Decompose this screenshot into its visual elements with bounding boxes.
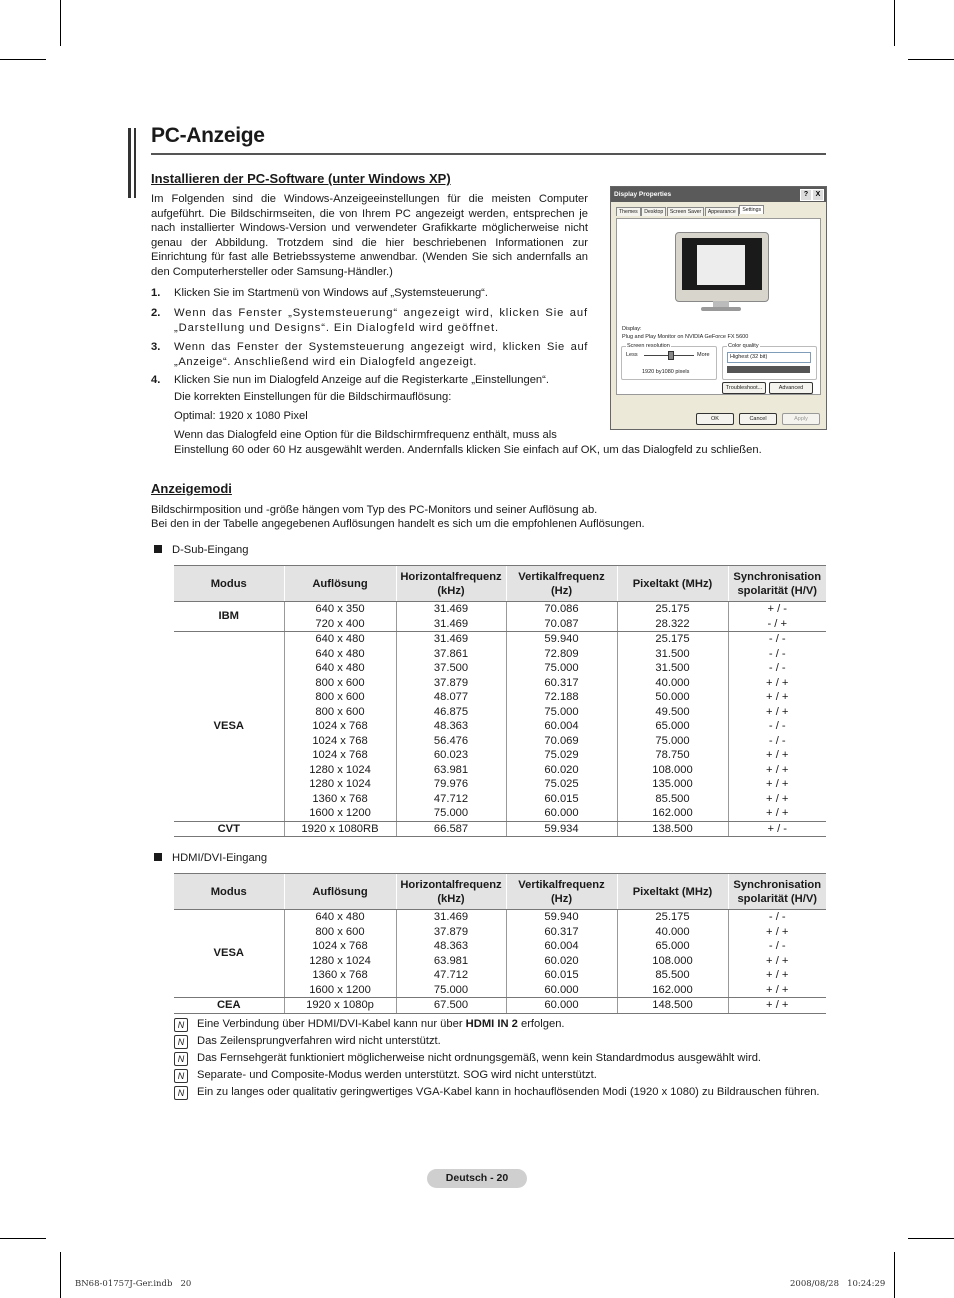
cell-value: 75.000 [433, 983, 469, 996]
help-icon[interactable]: ? [800, 189, 812, 201]
ok-button[interactable]: OK [696, 413, 734, 425]
cell-value: 37.879 [433, 925, 469, 938]
step-item [151, 373, 588, 388]
cell-value: - / - [768, 647, 786, 660]
table-row [174, 910, 826, 998]
cell-value: 75.025 [544, 778, 579, 790]
cell-value: 75.000 [655, 734, 690, 747]
col-header: Pixeltakt (MHz) [617, 566, 728, 602]
step-text: Wenn das Fenster der Systemsteuerung angezeigt wird, klicken Sie auf „Anzeige“. Anschließend wird ein Dialogfeld angezeigt. [174, 341, 588, 368]
more-label: More [697, 352, 710, 358]
cell-value: 800 x 600 [315, 705, 365, 718]
cell-value: 1280 x 1024 [309, 954, 371, 967]
monitor-base [701, 307, 741, 311]
dialog-tabs [616, 207, 763, 216]
value-cell [506, 632, 617, 822]
cell-value: 59.940 [544, 633, 579, 645]
table-header-row [174, 874, 826, 910]
col-header: Synchronisation spolarität (H/V) [728, 566, 826, 602]
cell-value: + / + [766, 691, 789, 703]
dialog-titlebar [611, 187, 826, 202]
cell-value: + / + [766, 749, 789, 761]
cell-value: 63.981 [433, 954, 469, 967]
col-header: Synchronisation spolarität (H/V) [728, 874, 826, 910]
col-header: Horizontalfrequenz (kHz) [396, 874, 506, 910]
cell-value: 640 x 480 [315, 911, 365, 923]
cell-value: 60.015 [544, 792, 579, 805]
notes-list [174, 1017, 826, 1102]
value-cell [284, 998, 396, 1014]
col-header: Vertikalfrequenz (Hz) [506, 566, 617, 602]
note-text: Eine Verbindung über HDMI/DVI-Kabel kann nur über [197, 1018, 466, 1030]
note-text: Das Fernsehgerät funktioniert möglicherweise nicht ordnungsgemäß, wenn kein Standardmodus ausgewählt wird. [197, 1052, 762, 1064]
step-number: 2. [151, 307, 161, 319]
cell-value: - / - [768, 734, 786, 747]
cell-value: 720 x 400 [315, 617, 365, 630]
value-cell [728, 998, 826, 1014]
table-row [174, 998, 826, 1014]
modes-line-2: Bei den in der Tabelle angegebenen Auflösungen handelt es sich um die empfohlenen Auflösungen. [151, 518, 645, 530]
step-item [151, 286, 588, 301]
cell-value: 37.879 [433, 676, 469, 689]
cell-value: 60.020 [544, 954, 579, 967]
hdmi-modes-table [174, 873, 826, 1014]
cell-value: 25.175 [655, 633, 690, 645]
cell-value: 1600 x 1200 [309, 807, 371, 819]
cell-value: + / + [766, 983, 789, 996]
step-item [151, 340, 588, 369]
cell-value: 85.500 [655, 969, 690, 981]
step-number: 3. [151, 341, 161, 353]
note-icon: N [174, 1018, 188, 1032]
cell-value: 31.469 [433, 911, 469, 923]
section-heading-modes: Anzeigemodi [151, 481, 232, 496]
cell-value: 65.000 [655, 720, 690, 732]
cell-value: 108.000 [652, 763, 693, 776]
step-item [151, 306, 588, 335]
mode-cell: VESA [174, 632, 284, 822]
color-quality-label: Color quality [728, 343, 759, 349]
value-cell [284, 602, 396, 632]
step-text: Klicken Sie nun im Dialogfeld Anzeige auf die Registerkarte „Einstellungen“. [174, 374, 549, 386]
value-cell [617, 998, 728, 1014]
advanced-button[interactable]: Advanced [769, 382, 813, 394]
cell-value: 60.020 [544, 763, 579, 776]
cell-value: 46.875 [433, 705, 469, 718]
cell-value: 1280 x 1024 [309, 763, 371, 776]
note-icon: N [174, 1086, 188, 1100]
cell-value: 1600 x 1200 [309, 983, 371, 996]
cell-value: 56.476 [433, 734, 469, 747]
note-item [174, 1051, 826, 1066]
color-quality-select[interactable]: Highest (32 bit) [727, 352, 811, 363]
value-cell [506, 602, 617, 632]
hdmi-label [154, 852, 267, 864]
col-header: Vertikalfrequenz (Hz) [506, 874, 617, 910]
cell-value: 75.000 [433, 807, 469, 819]
cell-value: 63.981 [433, 763, 469, 776]
cell-value: 50.000 [655, 691, 690, 703]
cell-value: + / - [767, 822, 788, 835]
cell-value: 640 x 480 [315, 647, 365, 660]
crop-mark [908, 59, 954, 60]
cell-value: 47.712 [433, 969, 469, 981]
step-number: 4. [151, 374, 161, 386]
cell-value: 40.000 [655, 925, 690, 938]
cell-value: 79.976 [433, 778, 469, 790]
intro-paragraph: Im Folgenden sind die Windows-Anzeigeeinstellungen für die meisten Computer aufgeführt. Die Bildschirmseiten, die von Ihrem PC angezeigt werden, entsprechen je nach installierter Windows-Version und verwendeter Grafikkarte möglicherweise nicht genau der Abbildung. Trotzdem sind die hier beschriebenen Informationen zur Einrichtung für fast alle Betriebssysteme anwendbar. (Wenden Sie sich andernfalls an den Computerhersteller oder Samsung-Händler.) [151, 193, 588, 278]
mode-cell: VESA [174, 910, 284, 998]
cell-value: + / + [766, 925, 789, 938]
value-cell [396, 910, 506, 998]
cell-value: 31.500 [655, 662, 690, 674]
cell-value: 65.000 [655, 940, 690, 952]
tab-themes[interactable]: Themes [616, 207, 641, 216]
square-bullet-icon [154, 545, 162, 553]
value-cell [396, 821, 506, 837]
tab-appearance[interactable]: Appearance [705, 207, 739, 216]
cell-value: 1360 x 768 [312, 792, 368, 805]
cell-value: + / + [766, 792, 789, 805]
cell-value: 48.363 [433, 940, 469, 952]
cell-value: - / - [768, 633, 786, 645]
cell-value: 28.322 [655, 617, 690, 630]
cell-value: + / - [767, 603, 788, 615]
cell-value: 48.363 [433, 720, 469, 732]
dsub-table-body [174, 602, 826, 837]
resolution-group-label: Screen resolution [627, 343, 670, 349]
page-title: PC-Anzeige [151, 124, 265, 147]
cell-value: 162.000 [652, 807, 693, 819]
resolution-slider-thumb[interactable] [668, 351, 674, 360]
cell-value: + / + [766, 705, 789, 718]
value-cell [506, 821, 617, 837]
col-header: Pixeltakt (MHz) [617, 874, 728, 910]
note-icon: N [174, 1069, 188, 1083]
note-icon: N [174, 1052, 188, 1066]
mode-cell: CVT [174, 821, 284, 837]
table-row [174, 602, 826, 632]
footer-file-info: BN68-01757J-Ger.indb 20 [75, 1279, 192, 1289]
col-header: Modus [174, 874, 284, 910]
cell-value: + / + [766, 676, 789, 689]
value-cell [728, 821, 826, 837]
value-cell [284, 632, 396, 822]
crop-mark [908, 1238, 954, 1239]
cell-value: + / + [766, 999, 789, 1011]
step4-frequency-note-cont: Einstellung 60 oder 60 Hz ausgewählt werden. Andernfalls klicken Sie einfach auf OK, um das Dialogfeld zu schließen. [174, 444, 762, 456]
cell-value: 59.934 [544, 822, 579, 835]
cell-value: 70.087 [544, 617, 579, 630]
cell-value: 148.500 [652, 999, 693, 1011]
cell-value: 1280 x 1024 [309, 778, 371, 790]
cell-value: 60.015 [544, 969, 579, 981]
value-cell [506, 910, 617, 998]
close-icon[interactable]: X [812, 189, 824, 201]
value-cell [284, 821, 396, 837]
cell-value: 108.000 [652, 954, 693, 967]
cell-value: 25.175 [655, 911, 690, 923]
cell-value: 60.023 [433, 749, 469, 761]
cell-value: - / + [767, 617, 788, 630]
cell-value: 1360 x 768 [312, 969, 368, 981]
cell-value: 162.000 [652, 983, 693, 996]
resolution-value: 1920 by1080 pixels [642, 369, 690, 375]
cancel-button[interactable]: Cancel [739, 413, 777, 425]
value-cell [617, 602, 728, 632]
color-bar [727, 366, 810, 373]
cell-value: + / + [766, 778, 789, 790]
note-item [174, 1085, 826, 1100]
hdmi-table-body [174, 910, 826, 1014]
display-label: Display: [622, 326, 642, 332]
cell-value: 49.500 [655, 705, 690, 718]
value-cell [728, 910, 826, 998]
cell-value: 70.069 [544, 734, 579, 747]
value-cell [506, 998, 617, 1014]
step-number: 1. [151, 287, 161, 299]
dialog-title: Display Properties [614, 191, 672, 198]
display-value: Plug and Play Monitor on NVIDIA GeForce FX 5600 [622, 334, 749, 340]
display-properties-dialog [610, 186, 827, 430]
less-label: Less [626, 352, 638, 358]
table-row [174, 632, 826, 822]
cell-value: 31.469 [433, 633, 469, 645]
dsub-label-text: D-Sub-Eingang [172, 544, 249, 556]
cell-value: 135.000 [652, 778, 693, 790]
note-bold: HDMI IN 2 [465, 1018, 518, 1030]
cell-value: 640 x 480 [315, 633, 365, 645]
note-item [174, 1017, 826, 1032]
cell-value: + / + [766, 954, 789, 967]
monitor-icon [675, 232, 769, 302]
step-text: Klicken Sie im Startmenü von Windows auf „Systemsteuerung“. [174, 287, 488, 299]
cell-value: 1920 x 1080p [306, 999, 374, 1011]
cell-value: 31.500 [655, 647, 690, 660]
cell-value: 66.587 [433, 822, 469, 835]
cell-value: + / + [766, 969, 789, 981]
mode-cell: IBM [174, 602, 284, 632]
cell-value: - / - [768, 940, 786, 952]
cell-value: 75.000 [544, 705, 579, 718]
hdmi-label-text: HDMI/DVI-Eingang [172, 852, 268, 864]
mode-cell: CEA [174, 998, 284, 1014]
cell-value: + / + [766, 807, 789, 819]
cell-value: 31.469 [433, 617, 469, 630]
square-bullet-icon [154, 853, 162, 861]
troubleshoot-button[interactable]: Troubleshoot... [722, 382, 766, 394]
value-cell [617, 821, 728, 837]
value-cell [284, 910, 396, 998]
cell-value: 59.940 [544, 911, 579, 923]
cell-value: - / - [768, 662, 786, 674]
value-cell [396, 998, 506, 1014]
cell-value: 78.750 [655, 749, 690, 761]
cell-value: + / + [766, 763, 789, 776]
dsub-label [154, 544, 249, 556]
note-item [174, 1068, 826, 1083]
cell-value: - / - [768, 911, 786, 923]
cell-value: 67.500 [433, 999, 469, 1011]
col-header: Horizontalfrequenz (kHz) [396, 566, 506, 602]
cell-value: 37.861 [433, 647, 469, 660]
footer-timestamp: 2008/08/28 10:24:29 [790, 1279, 886, 1289]
cell-value: 60.317 [544, 925, 579, 938]
cell-value: 60.000 [544, 999, 579, 1011]
cell-value: 60.000 [544, 983, 579, 996]
cell-value: 800 x 600 [315, 691, 365, 703]
cell-value: 48.077 [433, 691, 469, 703]
page-number-label: Deutsch - 20 [427, 1169, 527, 1188]
cell-value: 138.500 [652, 822, 693, 835]
note-text: erfolgen. [517, 1018, 565, 1030]
value-cell [396, 632, 506, 822]
crop-mark [0, 1238, 46, 1239]
crop-mark [0, 59, 46, 60]
tab-screen-saver[interactable]: Screen Saver [667, 207, 704, 216]
cell-value: 72.188 [544, 691, 579, 703]
monitor-screen [682, 238, 762, 290]
modes-line-1: Bildschirmposition und -größe hängen vom Typ des PC-Monitors und seiner Auflösung ab. [151, 504, 598, 516]
cell-value: 37.500 [433, 662, 469, 674]
cell-value: 25.175 [655, 603, 690, 615]
title-divider [151, 153, 826, 155]
crop-mark [894, 0, 895, 46]
cell-value: 1024 x 768 [312, 734, 368, 747]
cell-value: 640 x 480 [315, 662, 365, 674]
cell-value: 800 x 600 [315, 925, 365, 938]
step4-optimal: Optimal: 1920 x 1080 Pixel [174, 410, 308, 422]
note-item [174, 1034, 826, 1049]
note-text: Separate- und Composite-Modus werden unterstützt. SOG wird nicht unterstützt. [197, 1069, 597, 1081]
col-header: Modus [174, 566, 284, 602]
cell-value: 60.000 [544, 807, 579, 819]
value-cell [617, 632, 728, 822]
cell-value: 85.500 [655, 792, 690, 805]
crop-mark [60, 0, 61, 46]
note-text: Ein zu langes oder qualitativ geringwertiges VGA-Kabel kann in hochauflösenden Modi (1920 x 1080) zu Bildrauschen führen. [197, 1086, 820, 1098]
tab-settings[interactable]: Settings [739, 205, 764, 214]
cell-value: 47.712 [433, 792, 469, 805]
desktop-window-preview [697, 245, 745, 285]
settings-panel [616, 218, 821, 395]
dsub-modes-table [174, 565, 826, 837]
note-icon: N [174, 1035, 188, 1049]
cell-value: - / - [768, 720, 786, 732]
crop-mark [60, 1252, 61, 1298]
cell-value: 1024 x 768 [312, 940, 368, 952]
cell-value: 1024 x 768 [312, 720, 368, 732]
col-header: Auflösung [284, 874, 396, 910]
cell-value: 60.004 [544, 720, 579, 732]
section-heading-install: Installieren der PC-Software (unter Windows XP) [151, 171, 451, 186]
crop-mark [894, 1252, 895, 1298]
table-row [174, 821, 826, 837]
cell-value: 1024 x 768 [312, 749, 368, 761]
cell-value: 640 x 350 [315, 603, 365, 615]
apply-button[interactable]: Apply [782, 413, 820, 425]
cell-value: 800 x 600 [315, 676, 365, 689]
cell-value: 1920 x 1080RB [301, 822, 379, 835]
cell-value: 60.317 [544, 676, 579, 689]
cell-value: 31.469 [433, 603, 469, 615]
cell-value: 75.000 [544, 662, 579, 674]
value-cell [617, 910, 728, 998]
value-cell [728, 602, 826, 632]
step-text: Wenn das Fenster „Systemsteuerung“ angezeigt wird, klicken Sie auf „Darstellung und Designs“. Ein Dialogfeld wird geöffnet. [174, 307, 588, 334]
value-cell [396, 602, 506, 632]
step4-frequency-note: Wenn das Dialogfeld eine Option für die Bildschirmfrequenz enthält, muss als [174, 429, 557, 441]
note-text: Das Zeilensprungverfahren wird nicht unterstützt. [197, 1035, 441, 1047]
cell-value: 72.809 [544, 647, 579, 660]
cell-value: 75.029 [544, 749, 579, 761]
cell-value: 40.000 [655, 676, 690, 689]
step4-resolution-intro: Die korrekten Einstellungen für die Bildschirmauflösung: [174, 391, 452, 403]
cell-value: 60.004 [544, 940, 579, 952]
tab-desktop[interactable]: Desktop [641, 207, 666, 216]
cell-value: 70.086 [544, 603, 579, 615]
table-header-row [174, 566, 826, 602]
col-header: Auflösung [284, 566, 396, 602]
value-cell [728, 632, 826, 822]
